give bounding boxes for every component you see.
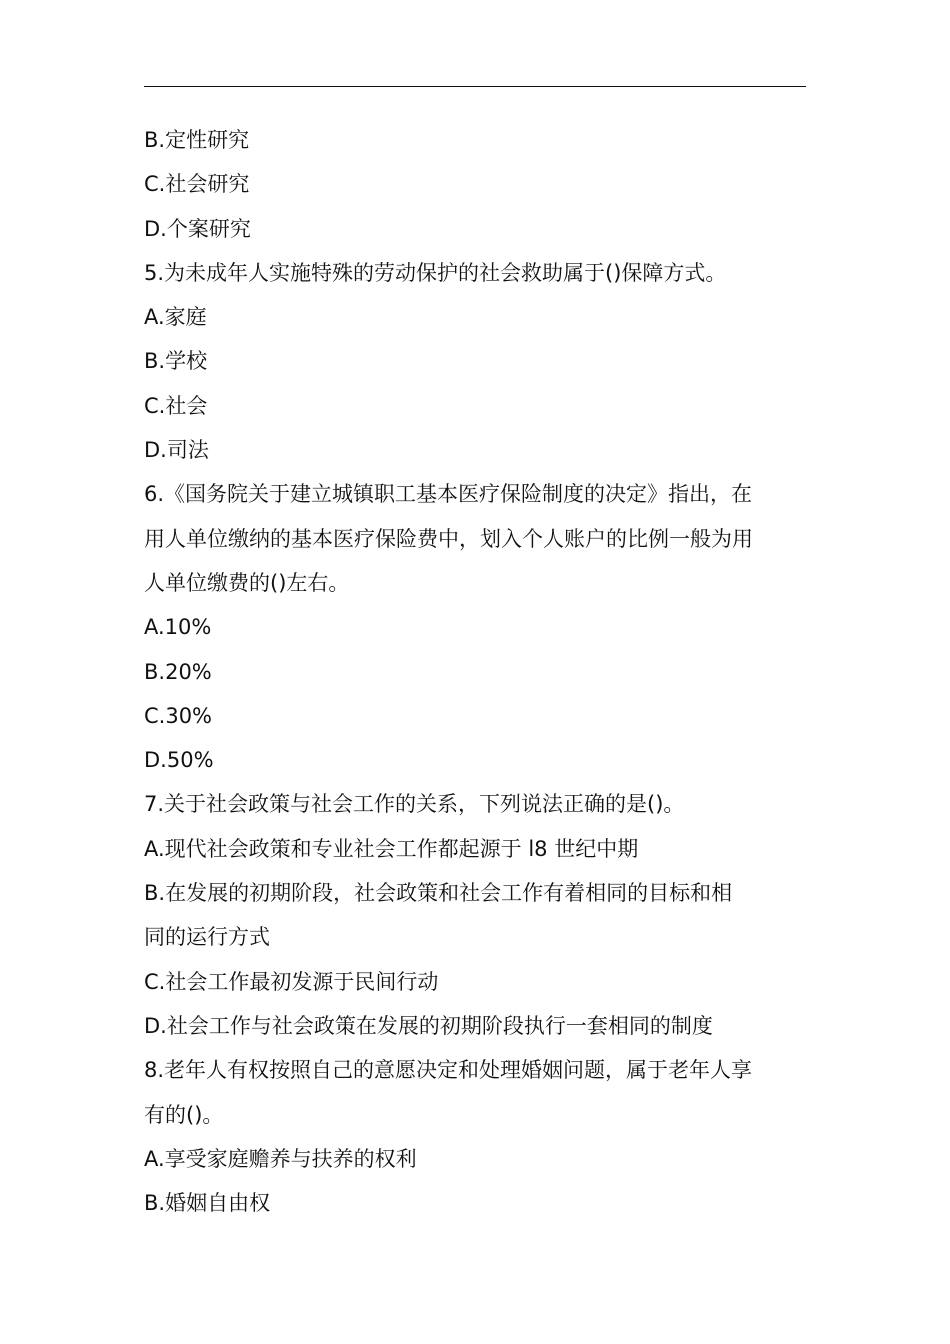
- option-line: C.30%: [144, 703, 213, 728]
- option-line: B.在发展的初期阶段，社会政策和社会工作有着相同的目标和相: [144, 881, 733, 906]
- question-line: 5.为未成年人实施特殊的劳动保护的社会救助属于()保障方式。: [144, 260, 727, 285]
- question-line: 有的()。: [144, 1102, 224, 1127]
- option-line: A.现代社会政策和专业社会工作都起源于 l8 世纪中期: [144, 836, 639, 861]
- question-line: 7.关于社会政策与社会工作的关系，下列说法正确的是()。: [144, 792, 685, 817]
- question-line: 8.老年人有权按照自己的意愿决定和处理婚姻问题，属于老年人享: [144, 1058, 753, 1083]
- option-line: D.个案研究: [144, 216, 251, 241]
- question-line: 6.《国务院关于建立城镇职工基本医疗保险制度的决定》指出，在: [144, 482, 753, 507]
- option-line: B.婚姻自由权: [144, 1191, 271, 1216]
- question-line: 用人单位缴纳的基本医疗保险费中，划入个人账户的比例一般为用: [144, 526, 753, 551]
- option-line: C.社会: [144, 393, 208, 418]
- option-line: A.家庭: [144, 305, 207, 330]
- header-rule: [144, 86, 806, 87]
- option-line: B.20%: [144, 659, 212, 684]
- option-line: C.社会研究: [144, 172, 250, 197]
- option-line: B.学校: [144, 349, 208, 374]
- option-line: 同的运行方式: [144, 925, 270, 950]
- option-line: A.10%: [144, 615, 212, 640]
- option-line: C.社会工作最初发源于民间行动: [144, 969, 439, 994]
- document-body: [144, 118, 808, 1225]
- option-line: A.享受家庭赡养与扶养的权利: [144, 1146, 417, 1171]
- question-line: 人单位缴费的()左右。: [144, 570, 350, 595]
- option-line: D.50%: [144, 748, 214, 773]
- option-line: B.定性研究: [144, 128, 250, 152]
- option-line: D.司法: [144, 438, 209, 463]
- option-line: D.社会工作与社会政策在发展的初期阶段执行一套相同的制度: [144, 1013, 713, 1038]
